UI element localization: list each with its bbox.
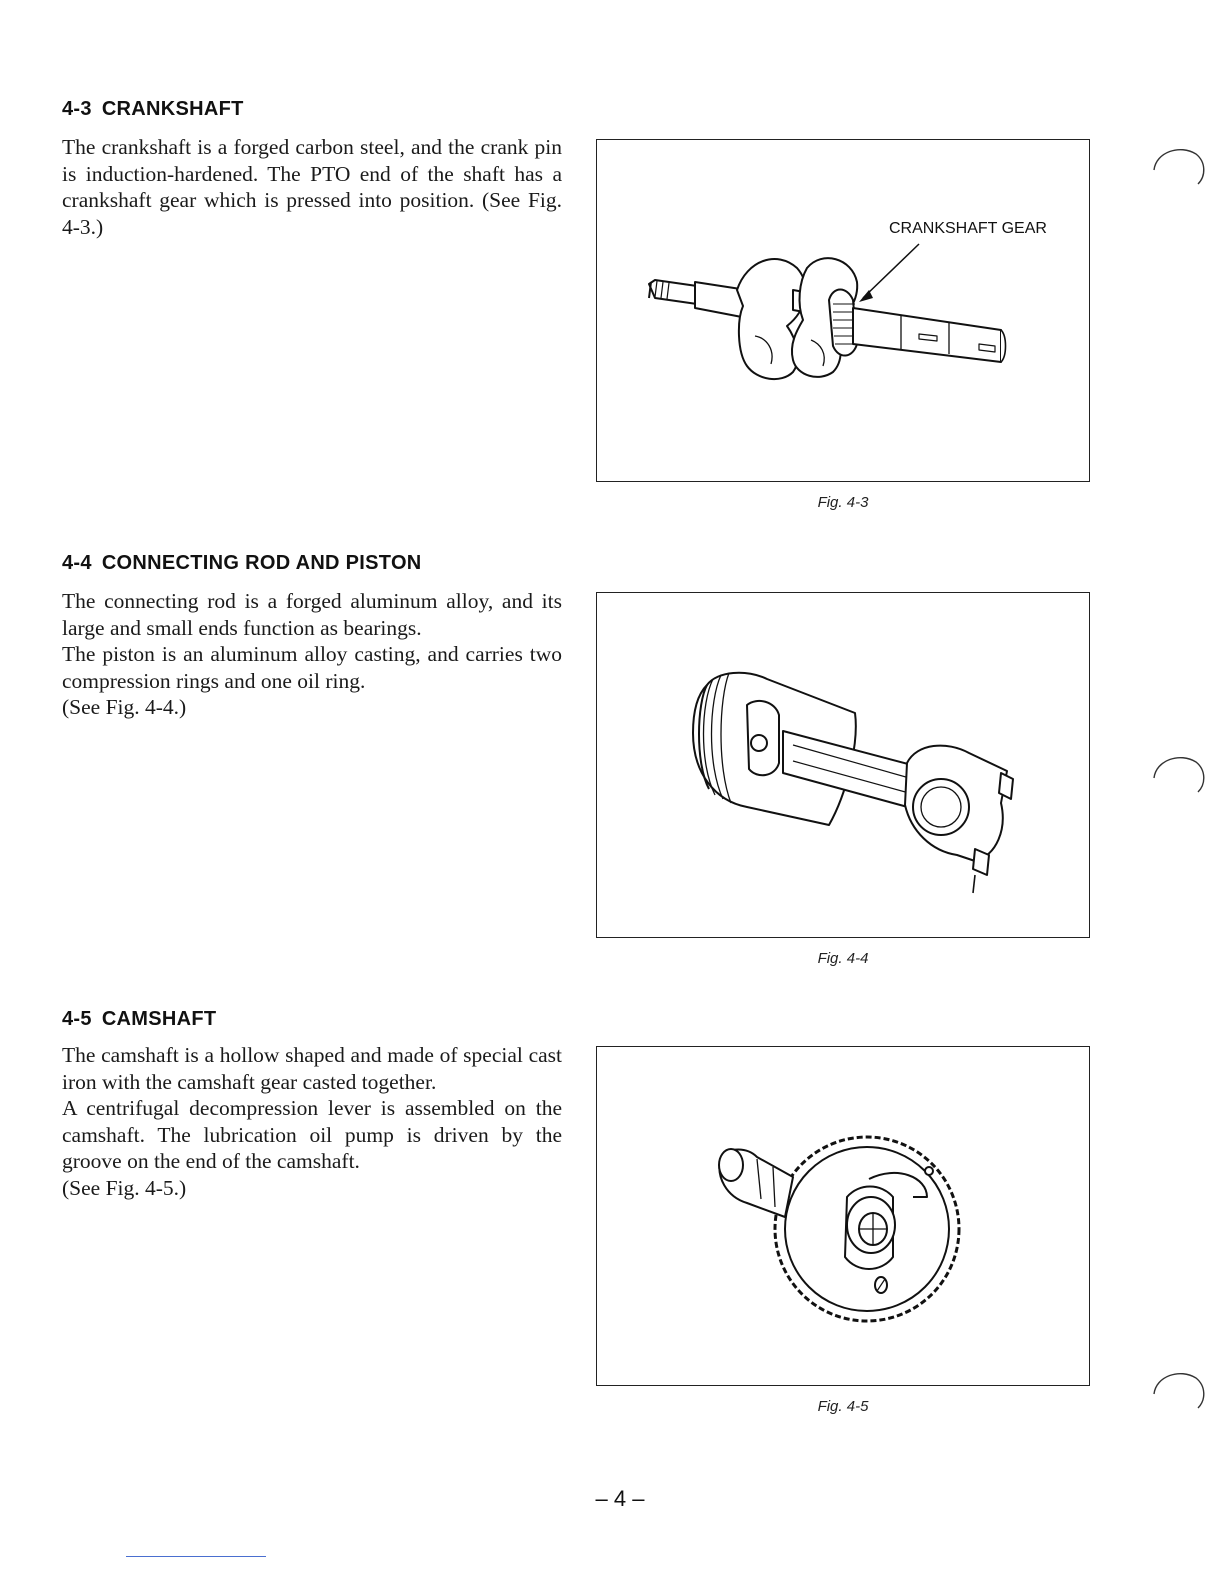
section-title: CONNECTING ROD AND PISTON: [101, 552, 422, 574]
section-body-crankshaft: [62, 134, 562, 240]
section-title: CAMSHAFT: [101, 1008, 217, 1030]
section-title: CRANKSHAFT: [101, 98, 244, 120]
section-body-camshaft: [62, 1042, 562, 1202]
crankshaft-illustration-icon: [597, 140, 1091, 483]
section-heading-connecting-rod-piston: [62, 552, 422, 575]
paragraph: The piston is an aluminum alloy casting, and carries two compression rings and one oil ring.: [62, 642, 562, 693]
figure-4-5-frame: [596, 1046, 1090, 1386]
figure-caption: Fig. 4-5: [817, 1398, 869, 1415]
paragraph: The connecting rod is a forged aluminum alloy, and its large and small ends function as bearings.: [62, 589, 562, 640]
paragraph: (See Fig. 4-4.): [62, 695, 187, 720]
footer-rule: [126, 1556, 266, 1557]
callout-crankshaft-gear: CRANKSHAFT GEAR: [889, 220, 1047, 237]
binder-hole-icon: [1150, 142, 1210, 192]
paragraph: The camshaft is a hollow shaped and made of special cast iron with the camshaft gear casted together.: [62, 1043, 562, 1094]
figure-4-3-frame: [596, 139, 1090, 482]
section-heading-camshaft: [62, 1008, 216, 1031]
figure-caption: Fig. 4-4: [817, 950, 869, 967]
section-body-connecting-rod-piston: [62, 588, 562, 721]
piston-and-connecting-rod-illustration-icon: [597, 593, 1091, 939]
section-number: 4-3: [62, 98, 92, 120]
section-number: 4-5: [62, 1008, 92, 1030]
section-heading-crankshaft: [62, 98, 244, 121]
page-number: – 4 –: [595, 1486, 645, 1511]
binder-hole-icon: [1150, 1366, 1210, 1416]
paragraph: (See Fig. 4-5.): [62, 1175, 187, 1200]
figure-4-4-frame: [596, 592, 1090, 938]
binder-hole-icon: [1150, 750, 1210, 800]
figure-caption: Fig. 4-3: [817, 494, 869, 511]
section-number: 4-4: [62, 552, 92, 574]
camshaft-gear-illustration-icon: [597, 1047, 1091, 1387]
paragraph: A centrifugal decompression lever is assembled on the camshaft. The lubrication oil pump is driven by the groove on the end of the camshaft.: [62, 1096, 562, 1174]
paragraph: The crankshaft is a forged carbon steel, and the crank pin is induction-hardened. The PTO end of the shaft has a crankshaft gear which is pressed into position. (See Fig. 4-3.): [62, 135, 562, 239]
